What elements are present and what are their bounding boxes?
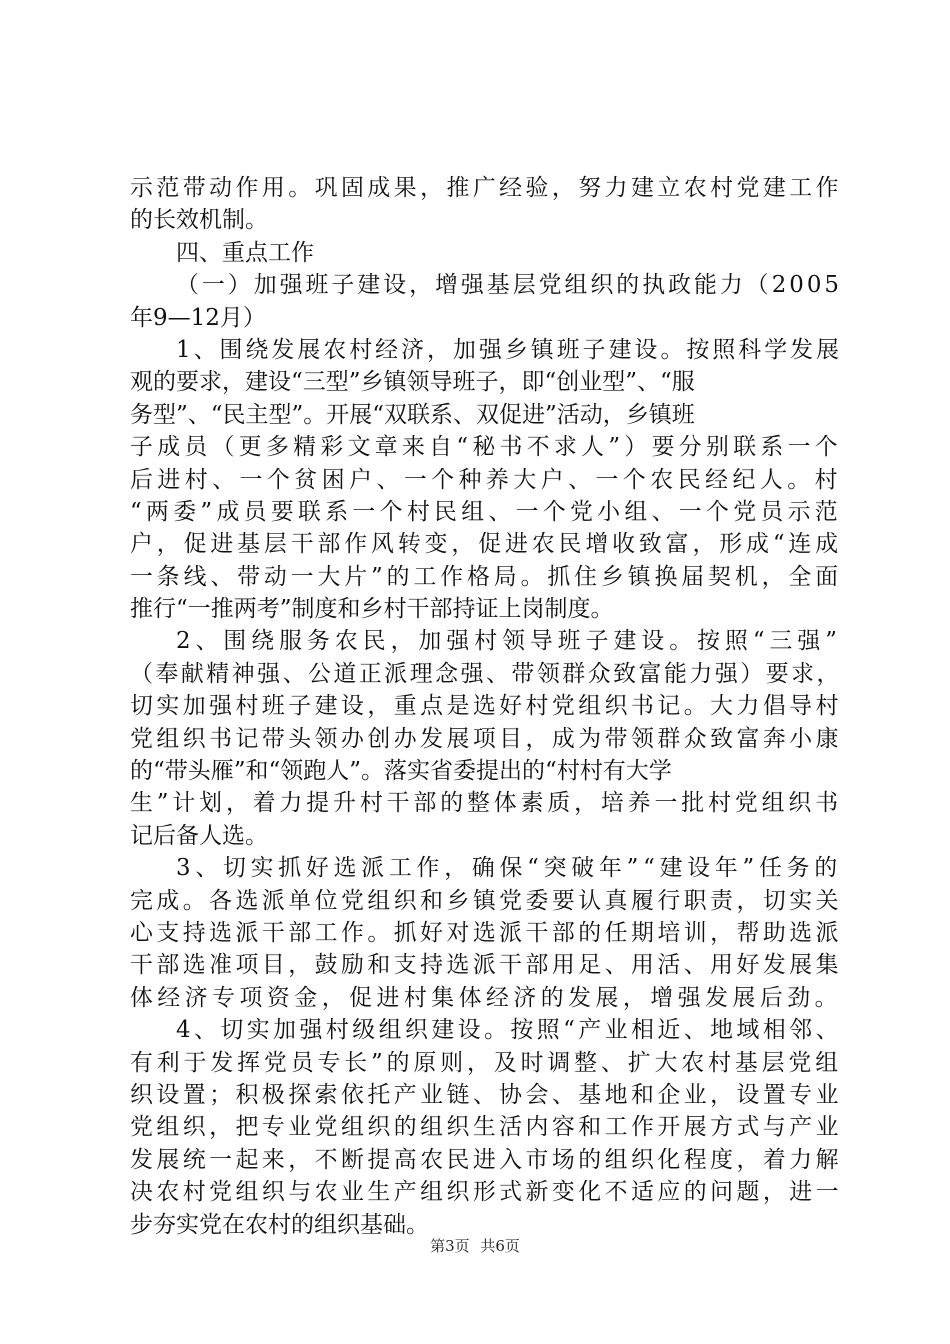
text-line: 有利于发挥党员专长”的原则，及时调整、扩大农村基层党组 [130, 1049, 842, 1076]
text-line: 3、切实抓好选派工作，确保“突破年”“建设年”任务的 [176, 855, 842, 882]
text-line: 切实加强村班子建设，重点是选好村党组织书记。大力倡导村 [130, 693, 842, 720]
text-line: 户，促进基层干部作风转变，促进农民增收致富，形成“连成 [130, 531, 842, 558]
text-line: （奉献精神强、公道正派理念强、带领群众致富能力强）要求， [130, 660, 842, 687]
page-number: 第3页 [430, 1237, 470, 1255]
text-line: 后进村、一个贫困户、一个种养大户、一个农民经纪人。村 [130, 466, 842, 493]
text-line: 子成员（更多精彩文章来自“秘书不求人”）要分别联系一个 [130, 434, 842, 461]
text-line: 的长效机制。 [130, 207, 268, 234]
text-line: 务型”、“民主型”。开展“双联系、双促进”活动，乡镇班 [130, 401, 695, 428]
text-line: 生”计划，着力提升村干部的整体素质，培养一批村党组织书 [130, 790, 842, 817]
document-body [130, 172, 842, 1241]
text-line: 体经济专项资金，促进村集体经济的发展，增强发展后劲。 [130, 984, 842, 1011]
text-line: 步夯实党在农村的组织基础。 [130, 1211, 429, 1238]
text-line: 四、重点工作 [176, 239, 314, 266]
text-line: 2、围绕服务农民，加强村领导班子建设。按照“三强” [176, 628, 842, 655]
text-line: 心支持选派干部工作。抓好对选派干部的任期培训，帮助选派 [130, 919, 842, 946]
text-line: 1、围绕发展农村经济，加强乡镇班子建设。按照科学发展 [176, 336, 842, 363]
text-line: “两委”成员要联系一个村民组、一个党小组、一个党员示范 [130, 498, 842, 525]
text-line: 年9—12月） [130, 304, 266, 331]
text-line: 干部选准项目，鼓励和支持选派干部用足、用活、用好发展集 [130, 952, 842, 979]
text-line: 织设置；积极探索依托产业链、协会、基地和企业，设置专业 [130, 1081, 842, 1108]
text-line: 的“带头雁”和“领跑人”。落实省委提出的“村村有大学 [130, 758, 672, 785]
text-line: 发展统一起来，不断提高农民进入市场的组织化程度，着力解 [130, 1146, 842, 1173]
text-line: 一条线、带动一大片”的工作格局。抓住乡镇换届契机，全面 [130, 563, 842, 590]
text-line: 完成。各选派单位党组织和乡镇党委要认真履行职责，切实关 [130, 887, 842, 914]
text-line: 决农村党组织与农业生产组织形式新变化不适应的问题，进一 [130, 1179, 842, 1206]
text-line: 示范带动作用。巩固成果，推广经验，努力建立农村党建工作 [130, 175, 842, 201]
page-total: 共6页 [480, 1237, 520, 1255]
text-line: 推行“一推两考”制度和乡村干部持证上岗制度。 [130, 596, 614, 623]
text-line: 观的要求，建设“三型”乡镇领导班子，即“创业型”、“服 [130, 369, 695, 396]
page-footer [0, 1236, 950, 1256]
text-line: 记后备人选。 [130, 822, 268, 849]
text-line: 4、切实加强村级组织建设。按照“产业相近、地域相邻、 [176, 1017, 842, 1044]
text-line: （一）加强班子建设，增强基层党组织的执政能力（2005 [176, 272, 842, 299]
text-line: 党组织书记带头领办创办发展项目，成为带领群众致富奔小康 [130, 725, 842, 752]
text-line: 党组织，把专业党组织的组织生活内容和工作开展方式与产业 [130, 1114, 842, 1141]
